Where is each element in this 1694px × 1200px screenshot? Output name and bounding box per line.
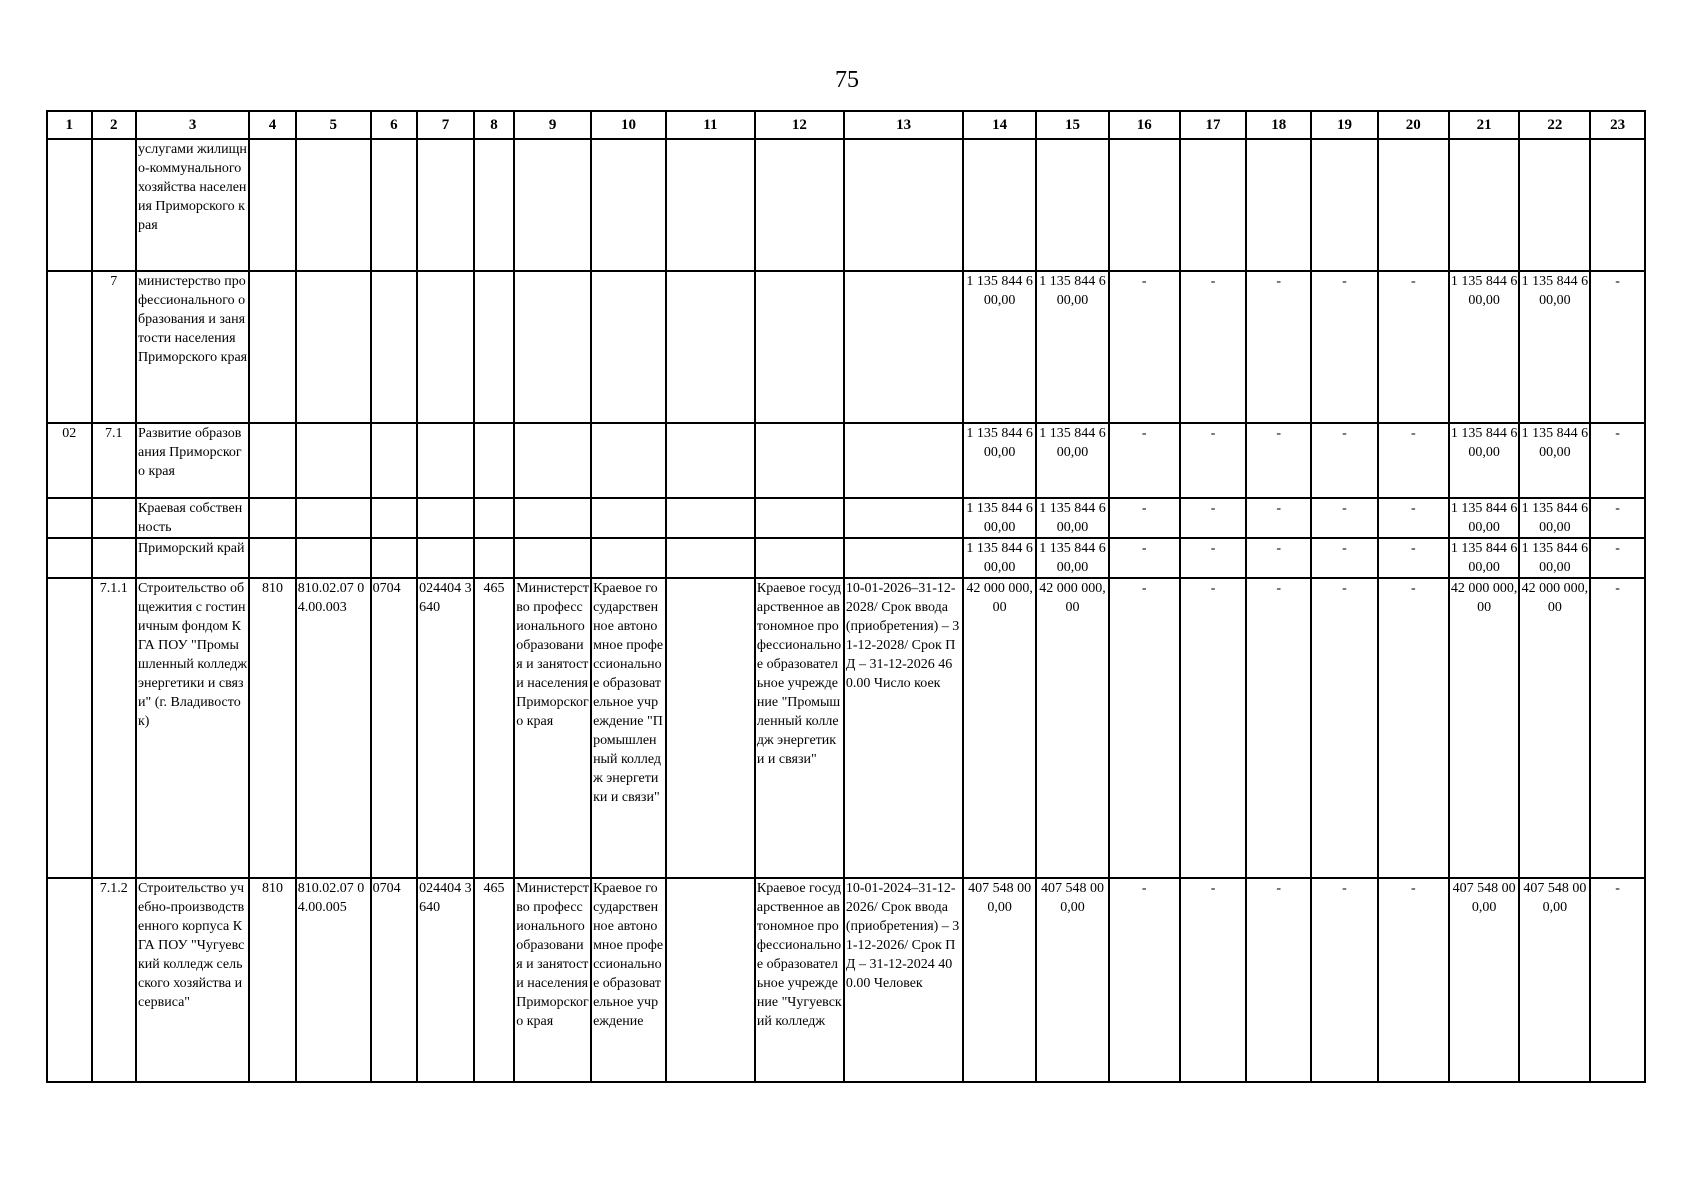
table-cell-col-6 — [371, 271, 418, 423]
table-cell-col-18: - — [1246, 423, 1311, 498]
column-header: 18 — [1246, 111, 1311, 139]
table-cell-col-4 — [249, 498, 296, 538]
row-ministry-7 — [47, 271, 1645, 423]
table-cell-col-15: 407 548 000,00 — [1036, 878, 1109, 1082]
table-cell-col-21: 1 135 844 600,00 — [1449, 271, 1520, 423]
table-cell-col-2 — [92, 139, 137, 271]
table-cell-col-20 — [1378, 139, 1449, 271]
table-cell-col-8: 465 — [474, 878, 514, 1082]
table-cell-col-5 — [296, 271, 371, 423]
table-cell-col-5 — [296, 423, 371, 498]
table-cell-col-17: - — [1180, 538, 1247, 578]
table-cell-col-19: - — [1311, 271, 1378, 423]
table-cell-col-2 — [92, 538, 137, 578]
table-cell-col-11 — [666, 878, 755, 1082]
table-cell-col-3: услугами жилищно-коммунального хозяйства населения Приморского края — [136, 139, 249, 271]
table-cell-col-22: 407 548 000,00 — [1519, 878, 1590, 1082]
table-cell-col-9 — [514, 423, 591, 498]
row-regional-property — [47, 498, 1645, 538]
column-header: 13 — [844, 111, 963, 139]
table-cell-col-6 — [371, 139, 418, 271]
header-row — [47, 111, 1645, 139]
table-cell-col-2: 7 — [92, 271, 137, 423]
table-cell-col-13: 10-01-2024–31-12-2026/ Срок ввода (приобретения) – 31-12-2026/ Срок ПД – 31-12-2024 400.00 Человек — [844, 878, 963, 1082]
table-cell-col-5 — [296, 538, 371, 578]
table-cell-col-7 — [417, 538, 474, 578]
table-cell-col-9 — [514, 271, 591, 423]
table-cell-col-7: 024404 3640 — [417, 878, 474, 1082]
table-cell-col-14: 42 000 000,00 — [963, 578, 1036, 878]
column-header: 9 — [514, 111, 591, 139]
table-cell-col-12: Краевое государственное автономное профессиональное образовательное учреждение "Промышленный колледж энергетики и связи" — [755, 578, 844, 878]
table-cell-col-13 — [844, 538, 963, 578]
table-cell-col-10 — [591, 498, 666, 538]
column-header: 8 — [474, 111, 514, 139]
table-cell-col-15: 1 135 844 600,00 — [1036, 423, 1109, 498]
table-cell-col-18: - — [1246, 878, 1311, 1082]
table-cell-col-20: - — [1378, 878, 1449, 1082]
table-cell-col-17: - — [1180, 878, 1247, 1082]
table-cell-col-7 — [417, 423, 474, 498]
table-cell-col-23: - — [1590, 538, 1645, 578]
row-primorsky-krai — [47, 538, 1645, 578]
table-cell-col-18: - — [1246, 578, 1311, 878]
table-cell-col-8 — [474, 139, 514, 271]
table-cell-col-6 — [371, 538, 418, 578]
table-cell-col-4 — [249, 423, 296, 498]
table-cell-col-14 — [963, 139, 1036, 271]
table-cell-col-21: 1 135 844 600,00 — [1449, 423, 1520, 498]
page-number: 75 — [835, 67, 859, 93]
table-cell-col-2: 7.1.2 — [92, 878, 137, 1082]
table-cell-col-17: - — [1180, 498, 1247, 538]
table-cell-col-18: - — [1246, 271, 1311, 423]
table-cell-col-1: 02 — [47, 423, 92, 498]
table-cell-col-13 — [844, 423, 963, 498]
table-cell-col-14: 407 548 000,00 — [963, 878, 1036, 1082]
table-cell-col-7: 024404 3640 — [417, 578, 474, 878]
table-cell-col-3: Краевая собственность — [136, 498, 249, 538]
table-cell-col-12: Краевое государственное автономное профессиональное образовательное учреждение "Чугуевский колледж — [755, 878, 844, 1082]
table-cell-col-5 — [296, 139, 371, 271]
table-cell-col-12 — [755, 139, 844, 271]
column-header: 17 — [1180, 111, 1247, 139]
table-cell-col-13 — [844, 271, 963, 423]
table-cell-col-16: - — [1109, 578, 1180, 878]
table-cell-col-22: 1 135 844 600,00 — [1519, 538, 1590, 578]
table-cell-col-18: - — [1246, 498, 1311, 538]
table-cell-col-16: - — [1109, 271, 1180, 423]
table-cell-col-11 — [666, 578, 755, 878]
table-cell-col-17: - — [1180, 578, 1247, 878]
table-cell-col-9 — [514, 538, 591, 578]
budget-table — [46, 110, 1646, 1083]
table-cell-col-13 — [844, 139, 963, 271]
row-program-7-1 — [47, 423, 1645, 498]
table-cell-col-3: Строительство учебно-производственного корпуса КГА ПОУ "Чугуевский колледж сельского хозяйства и сервиса" — [136, 878, 249, 1082]
table-cell-col-16: - — [1109, 498, 1180, 538]
table-cell-col-22: 1 135 844 600,00 — [1519, 271, 1590, 423]
table-cell-col-10 — [591, 423, 666, 498]
table-cell-col-18: - — [1246, 538, 1311, 578]
table-cell-col-19: - — [1311, 538, 1378, 578]
table-cell-col-10 — [591, 139, 666, 271]
table-cell-col-20: - — [1378, 271, 1449, 423]
table-cell-col-11 — [666, 498, 755, 538]
column-header: 10 — [591, 111, 666, 139]
table-cell-col-19 — [1311, 139, 1378, 271]
table-cell-col-8 — [474, 538, 514, 578]
table-cell-col-4: 810 — [249, 878, 296, 1082]
table-cell-col-12 — [755, 538, 844, 578]
column-header: 20 — [1378, 111, 1449, 139]
table-cell-col-1 — [47, 271, 92, 423]
column-header: 7 — [417, 111, 474, 139]
table-cell-col-8 — [474, 423, 514, 498]
table-cell-col-20: - — [1378, 538, 1449, 578]
table-cell-col-9 — [514, 139, 591, 271]
table-cell-col-17: - — [1180, 271, 1247, 423]
table-cell-col-4 — [249, 538, 296, 578]
table-cell-col-12 — [755, 498, 844, 538]
table-cell-col-7 — [417, 271, 474, 423]
table-cell-col-2: 7.1 — [92, 423, 137, 498]
table-cell-col-6: 0704 — [371, 578, 418, 878]
table-cell-col-12 — [755, 423, 844, 498]
table-cell-col-5: 810.02.07 04.00.005 — [296, 878, 371, 1082]
column-header: 19 — [1311, 111, 1378, 139]
table-cell-col-21: 1 135 844 600,00 — [1449, 538, 1520, 578]
table-cell-col-9: Министерство профессионального образования и занятости населения Приморского края — [514, 878, 591, 1082]
column-header: 22 — [1519, 111, 1590, 139]
table-cell-col-23: - — [1590, 578, 1645, 878]
table-cell-col-6 — [371, 498, 418, 538]
table-cell-col-1 — [47, 498, 92, 538]
table-cell-col-4 — [249, 139, 296, 271]
table-cell-col-20: - — [1378, 423, 1449, 498]
column-header: 21 — [1449, 111, 1520, 139]
table-cell-col-23 — [1590, 139, 1645, 271]
table-cell-col-15: 1 135 844 600,00 — [1036, 271, 1109, 423]
column-header: 16 — [1109, 111, 1180, 139]
table-cell-col-20: - — [1378, 498, 1449, 538]
column-header: 12 — [755, 111, 844, 139]
table-cell-col-23: - — [1590, 498, 1645, 538]
table-cell-col-14: 1 135 844 600,00 — [963, 271, 1036, 423]
table-cell-col-16: - — [1109, 423, 1180, 498]
column-header: 11 — [666, 111, 755, 139]
table-cell-col-17 — [1180, 139, 1247, 271]
table-cell-col-23: - — [1590, 423, 1645, 498]
table-cell-col-19: - — [1311, 878, 1378, 1082]
table-cell-col-10 — [591, 538, 666, 578]
table-cell-col-4 — [249, 271, 296, 423]
column-header: 4 — [249, 111, 296, 139]
table-cell-col-19: - — [1311, 578, 1378, 878]
table-cell-col-21: 42 000 000,00 — [1449, 578, 1520, 878]
table-cell-col-14: 1 135 844 600,00 — [963, 538, 1036, 578]
table-cell-col-15 — [1036, 139, 1109, 271]
table-cell-col-22: 1 135 844 600,00 — [1519, 423, 1590, 498]
table-cell-col-10: Краевое государственное автономное профессиональное образовательное учреждение — [591, 878, 666, 1082]
table-cell-col-15: 1 135 844 600,00 — [1036, 498, 1109, 538]
table-cell-col-8 — [474, 271, 514, 423]
table-cell-col-13: 10-01-2026–31-12-2028/ Срок ввода (приобретения) – 31-12-2028/ Срок ПД – 31-12-2026 460.00 Число коек — [844, 578, 963, 878]
table-cell-col-21: 1 135 844 600,00 — [1449, 498, 1520, 538]
table-cell-col-22: 1 135 844 600,00 — [1519, 498, 1590, 538]
table-cell-col-1 — [47, 538, 92, 578]
table-cell-col-11 — [666, 139, 755, 271]
column-header: 15 — [1036, 111, 1109, 139]
table-cell-col-7 — [417, 139, 474, 271]
table-cell-col-16: - — [1109, 878, 1180, 1082]
table-cell-col-12 — [755, 271, 844, 423]
table-cell-col-21: 407 548 000,00 — [1449, 878, 1520, 1082]
table-cell-col-19: - — [1311, 423, 1378, 498]
table-cell-col-2 — [92, 498, 137, 538]
table-cell-col-4: 810 — [249, 578, 296, 878]
table-cell-col-5: 810.02.07 04.00.003 — [296, 578, 371, 878]
table-cell-col-1 — [47, 878, 92, 1082]
table-cell-col-11 — [666, 423, 755, 498]
row-object-7-1-2 — [47, 878, 1645, 1082]
table-cell-col-3: министерство профессионального образования и занятости населения Приморского края — [136, 271, 249, 423]
table-cell-col-14: 1 135 844 600,00 — [963, 423, 1036, 498]
table-cell-col-11 — [666, 538, 755, 578]
column-header: 6 — [371, 111, 418, 139]
table-cell-col-3: Развитие образования Приморского края — [136, 423, 249, 498]
column-header: 23 — [1590, 111, 1645, 139]
column-header: 1 — [47, 111, 92, 139]
table-cell-col-6: 0704 — [371, 878, 418, 1082]
table-cell-col-7 — [417, 498, 474, 538]
table-body — [47, 139, 1645, 1082]
table-cell-col-1 — [47, 578, 92, 878]
row-continued-ministry-tail — [47, 139, 1645, 271]
table-cell-col-14: 1 135 844 600,00 — [963, 498, 1036, 538]
table-cell-col-23: - — [1590, 878, 1645, 1082]
table-cell-col-9: Министерство профессионального образования и занятости населения Приморского края — [514, 578, 591, 878]
table-cell-col-8 — [474, 498, 514, 538]
table-cell-col-16: - — [1109, 538, 1180, 578]
table-cell-col-8: 465 — [474, 578, 514, 878]
table-cell-col-23: - — [1590, 271, 1645, 423]
table-cell-col-17: - — [1180, 423, 1247, 498]
table-cell-col-16 — [1109, 139, 1180, 271]
table-cell-col-3: Приморский край — [136, 538, 249, 578]
table-cell-col-19: - — [1311, 498, 1378, 538]
table-cell-col-18 — [1246, 139, 1311, 271]
table-cell-col-22 — [1519, 139, 1590, 271]
table-cell-col-20: - — [1378, 578, 1449, 878]
table-cell-col-10 — [591, 271, 666, 423]
table-cell-col-1 — [47, 139, 92, 271]
table-cell-col-21 — [1449, 139, 1520, 271]
table-cell-col-9 — [514, 498, 591, 538]
column-header: 2 — [92, 111, 137, 139]
table-cell-col-15: 42 000 000,00 — [1036, 578, 1109, 878]
table-cell-col-2: 7.1.1 — [92, 578, 137, 878]
table-cell-col-10: Краевое государственное автономное профессиональное образовательное учреждение "Промышленный колледж энергетики и связи" — [591, 578, 666, 878]
column-header: 3 — [136, 111, 249, 139]
table-cell-col-3: Строительство общежития с гостиничным фондом КГА ПОУ "Промышленный колледж энергетики и связи" (г. Владивосток) — [136, 578, 249, 878]
table-cell-col-15: 1 135 844 600,00 — [1036, 538, 1109, 578]
table-cell-col-11 — [666, 271, 755, 423]
column-header: 14 — [963, 111, 1036, 139]
column-header: 5 — [296, 111, 371, 139]
table-cell-col-5 — [296, 498, 371, 538]
table-cell-col-22: 42 000 000,00 — [1519, 578, 1590, 878]
table-cell-col-6 — [371, 423, 418, 498]
row-object-7-1-1 — [47, 578, 1645, 878]
table-cell-col-13 — [844, 498, 963, 538]
